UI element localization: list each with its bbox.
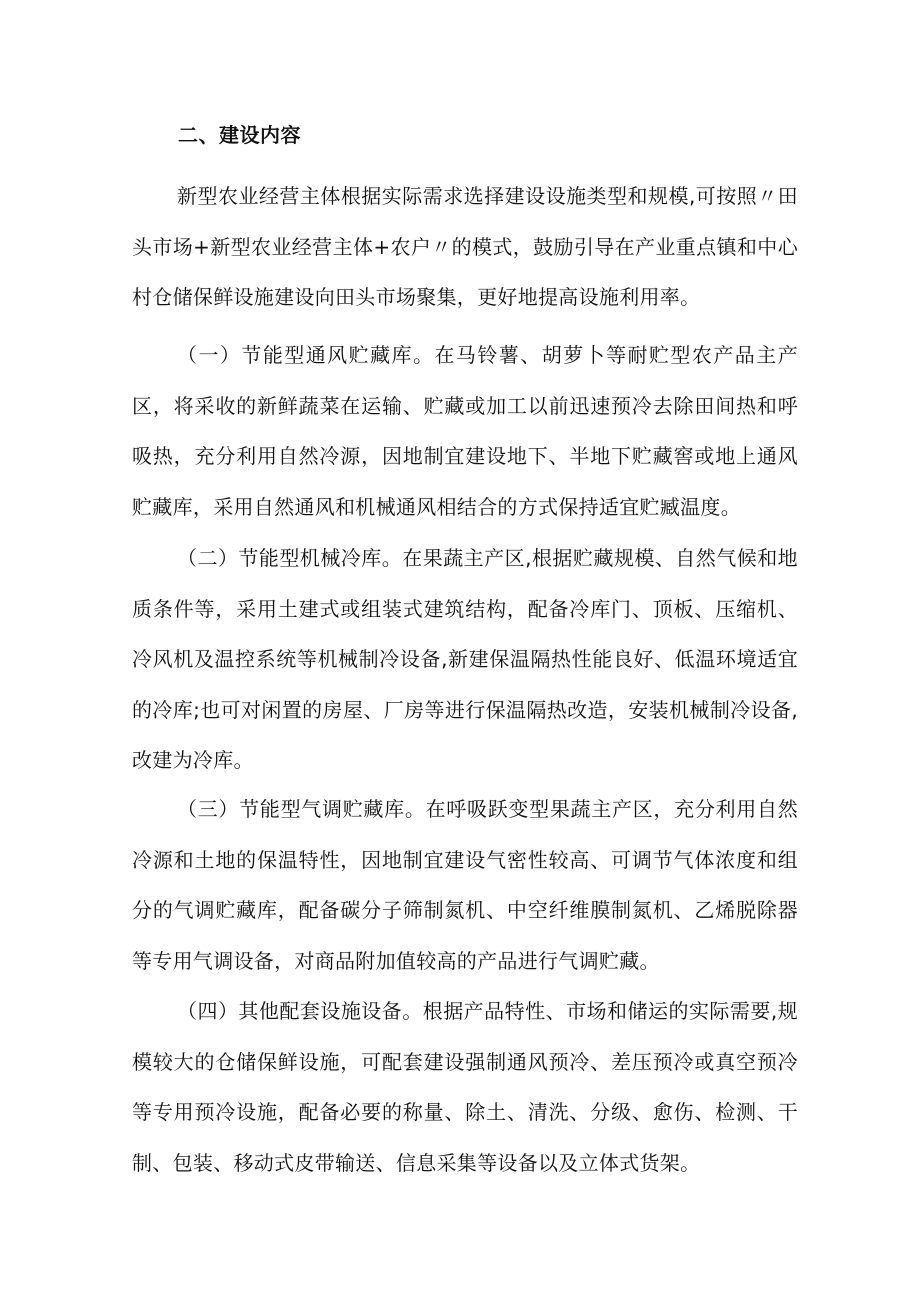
paragraph-ventilated-storage: （一）节能型通风贮藏库。在马铃薯、胡萝卜等耐贮型农产品主产区，将采收的新鲜蔬菜在运输、贮藏或加工以前迅速预冷去除田间热和呼吸热，充分利用自然冷源，因地制宜建设地下、半地下贮藏窖或地上通风贮藏库，采用自然通风和机械通风相结合的方式保持适宜贮臧温度。 [132, 343, 798, 519]
paragraph-mechanical-cold-storage: （二）节能型机械冷库。在果蔬主产区,根据贮藏规模、自然气候和地质条件等，采用土建式或组装式建筑结构，配备冷库门、顶板、压缩机、冷风机及温控系统等机械制冷设备,新建保温隔热性能良好、低温环境适宜的冷库;也可对闲置的房屋、厂房等进行保温隔热改造，安装机械制冷设备,改建为冷库。 [132, 546, 798, 772]
paragraph-supporting-facilities: （四）其他配套设施设备。根据产品特性、市场和储运的实际需要,规模较大的仓储保鲜设施，可配套建设强制通风预冷、差压预冷或真空预冷等专用预冷设施，配备必要的称量、除土、清洗、分级、愈伤、检测、干制、包装、移动式皮带输送、信息采集等设备以及立体式货架。 [132, 999, 798, 1175]
paragraph-intro: 新型农业经营主体根据实际需求选择建设设施类型和规模,可按照〃田头市场+新型农业经营主体+农户〃的模式，鼓励引导在产业重点镇和中心村仓储保鲜设施建设向田头市场聚集，更好地提高设施利用率。 [132, 184, 798, 309]
paragraph-controlled-atmosphere-storage: （三）节能型气调贮藏库。在呼吸跃变型果蔬主产区，充分利用自然冷源和土地的保温特性，因地制宜建设气密性较高、可调节气体浓度和组分的气调贮藏库，配备碳分子筛制氮机、中空纤维膜制氮机、乙烯脱除器等专用气调设备，对商品附加值较高的产品进行气调贮藏。 [132, 797, 798, 973]
section-heading: 二、建设内容 [178, 123, 301, 147]
